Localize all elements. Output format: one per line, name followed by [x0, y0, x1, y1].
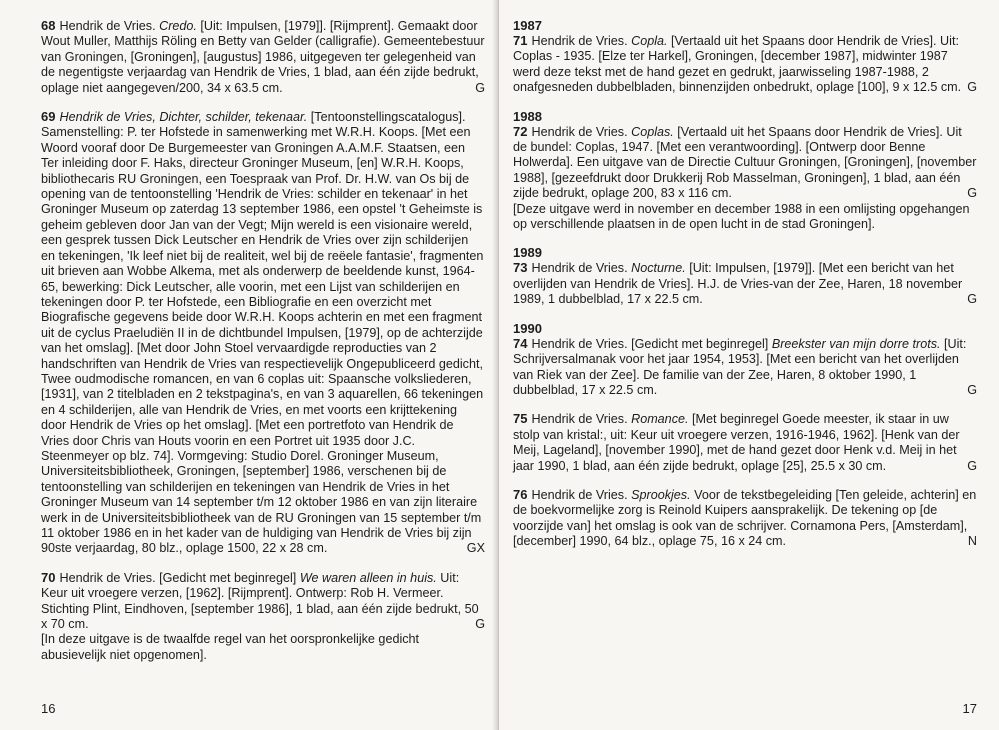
- collection-code: G: [967, 186, 977, 201]
- collection-code: N: [967, 534, 977, 549]
- entry-75: [513, 411, 977, 474]
- entry-text-pre: Hendrik de Vries.: [531, 34, 632, 48]
- year-heading: 1988: [513, 108, 542, 124]
- entry-number: 69: [41, 109, 56, 125]
- entry-text-pre: Hendrik de Vries. [Gedicht met beginregel]: [531, 336, 772, 351]
- entry-title: Romance.: [631, 412, 689, 427]
- entry-title: Copla.: [631, 34, 668, 48]
- entry-69: [41, 109, 485, 557]
- entry-text-pre: Hendrik de Vries.: [531, 412, 632, 427]
- entry-number: 72: [513, 123, 528, 139]
- entry-number: 76: [513, 486, 528, 502]
- collection-code: G: [967, 382, 977, 397]
- entry-number: 74: [513, 335, 528, 351]
- entry-text: [Uit: Impulsen, [1979]]. [Rijmprent]. Gemaakt door Wout Muller, Matthijs Röling en Betty van Gelder (calligrafie). Gemeentebestuur van Groningen, [Groningen], [augustus] 1986, uitgegeven ter gelegenheid van de negentigste verjaardag van Hendrik de Vries, 1 blad, aan één zijde bedrukt, oplage niet aangegeven/200, 34 x 63.5 cm.: [41, 19, 485, 95]
- collection-code: G: [967, 458, 977, 473]
- entry-text: [Vertaald uit het Spaans door Hendrik de Vries]. Uit de bundel: Coplas, 1947. [Met een verantwoording]. [Ontwerp door Benne Holwerda]. Een uitgave van de Directie Cultuur Groningen, [Groningen], [november 1988], [gezeefdrukt door Drukkerij Rob Masselman, Groningen], 1 blad, aan één zijde bedrukt, oplage 200, 83 x 116 cm.: [513, 124, 977, 201]
- collection-code: G: [475, 617, 485, 632]
- collection-code: G: [967, 80, 977, 95]
- year-heading: 1989: [513, 245, 542, 261]
- left-page: [0, 0, 497, 730]
- entry-74: [513, 336, 977, 399]
- entry-text-pre: Hendrik de Vries.: [59, 19, 160, 33]
- year-heading: 1987: [513, 18, 542, 33]
- entry-number: 75: [513, 411, 528, 427]
- entry-title: Nocturne.: [631, 261, 686, 276]
- entry-text: [Uit: Schrijversalmanak voor het jaar 1954, 1953]. [Met een bericht van het overlijden van Riek van der Zee]. De familie van der Zee, Haren, 8 oktober 1990, 1 dubbelblad, 17 x 22.5 cm.: [513, 336, 967, 397]
- page-number: 17: [962, 701, 977, 716]
- collection-code: G: [967, 292, 977, 307]
- entry-number: 70: [41, 569, 56, 585]
- entry-title: Hendrik de Vries, Dichter, schilder, tekenaar.: [59, 110, 308, 125]
- entry-text-pre: Hendrik de Vries.: [531, 487, 632, 502]
- entry-text: [Tentoonstellingscatalogus]. Samenstelling: P. ter Hofstede in samenwerking met W.R.H. Koops. [Met een Woord vooraf door De Burgemeester van Groningen A.A.M.F. Staatsen, een Ter inleiding door F. Haks, directeur Groninger Museum, [en] W.R.H. Koops, bibliothecaris RU Groningen, een Toespraak van Prof. Dr. H.W. van Os bij de opening van de tentoonstelling 'Hendrik de Vries: schilder en tekenaar' in het Groninger Museum op zaterdag 13 september 1986, een opstel 't Geheimste is geheim gebleven door Jan van der Vegt; Mijn wereld is een visionaire wereld, een gesprek tussen Dick Leutscher en Hendrik de Vries over zijn schilderijen en tekeningen, 'Ik leef niet bij de realiteit, wel bij de reëele fantasie', fragmenten uit brieven aan Wobbe Alkema, met als onderwerp de beeldende kunst, 1964-65, bewerking: Dick Leutscher, alle voorin, met een Lijst van schilderijen en tekeningen door P. ter Hofstede, een Bibliografie en een overzicht met Biografische gegevens beide door W.R.H. Koops achterin en met een fragment uit de cyclus Praeludiën II in de dichtbundel Impulsen, [1979], op de achterzijde van het omslag]. [Met door John Stoel vervaardigde reproducties van 2 handschriften van Hendrik de Vries van respectievelijk Ongepubliceerd gedicht, Twee oudmodische romancen, en van 6 coplas uit: Spaansche volksliederen, [1931], van 2 titelbladen en 2 tekstpagina's, en van 3 aquarellen, 66 tekeningen en 4 schilderijen, alle van Hendrik de Vries, en met voorts een krijttekening door Hendrik de Vries op het omslag]. [Met een portretfoto van Hendrik de Vries door Chris van Houts voorin en een Portret uit 1935 door J.C. Steenmeyer op blz. 74]. Vormgeving: Studio Dorel. Groninger Museum, Universiteitsbibliotheek, Groningen, [september] 1986, verschenen bij de tentoonstelling van schilderijen en tekeningen van Hendrik de Vries in het Groninger Museum van 14 september t/m 12 oktober 1986 en van zijn literaire werk in de Universiteitsbibliotheek van de RU Groningen van 15 september t/m 11 oktober 1986 en in het kader van de huldiging van Hendrik de Vries bij zijn 90ste verjaardag, 80 blz., oplage 1500, 22 x 28 cm.: [41, 110, 484, 556]
- entry-title: Breekster van mijn dorre trots.: [771, 336, 941, 351]
- entry-text: [Uit: Impulsen, [1979]]. [Met een bericht van het overlijden van Hendrik de Vries]. H.J. de Vries-van der Zee, Haren, 18 november 1989, 1 dubbelblad, 17 x 22.5 cm.: [513, 261, 963, 307]
- entry-note: [In deze uitgave is de twaalfde regel van het oorspronkelijke gedicht abusievelijk niet opgenomen].: [41, 632, 420, 662]
- entry-number: 71: [513, 33, 528, 48]
- entry-73: [513, 260, 977, 307]
- entry-70: [41, 570, 485, 663]
- entry-68: [41, 18, 485, 96]
- entry-note: [Deze uitgave werd in november en december 1988 in een omlijsting opgehangen op verschillende plaatsen in de open lucht in de stad Groningen].: [513, 201, 970, 232]
- entry-number: 68: [41, 18, 56, 33]
- collection-code: G: [475, 80, 485, 95]
- entry-title: Sprookjes.: [631, 487, 691, 502]
- entry-76: [513, 487, 977, 550]
- collection-code: GX: [466, 541, 485, 556]
- entry-text: Uit: Keur uit vroegere verzen, [1962]. [Rijmprent]. Ontwerp: Rob H. Vermeer. Stichting Plint, Eindhoven, [september 1986], 1 blad, aan één zijde bedrukt, 50 x 70 cm.: [41, 570, 479, 632]
- entry-text: [Vertaald uit het Spaans door Hendrik de Vries]. Uit: Coplas - 1935. [Elze ter Harkel], Groningen, [december 1987], midwinter 1987 werd deze tekst met de hand gezet en gedrukt, jaarwisseling 1987-1988, 2 onafgesneden dubbelbladen, binnenzijden onbedrukt, oplage [100], 9 x 12.5 cm.: [513, 34, 962, 95]
- entry-71: [513, 33, 977, 96]
- entry-72: [513, 124, 977, 233]
- entry-title: Credo.: [159, 19, 197, 33]
- year-heading: 1990: [513, 320, 542, 336]
- entry-text-pre: Hendrik de Vries.: [531, 124, 632, 139]
- entry-text-pre: Hendrik de Vries. [Gedicht met beginregel]: [59, 570, 300, 585]
- page-number: 16: [41, 701, 56, 716]
- right-page: [499, 0, 999, 730]
- entry-title: We waren alleen in huis.: [299, 570, 437, 585]
- entry-text: [Met beginregel Goede meester, ik staar in uw stolp van kristal:, uit: Keur uit vroegere verzen, 1916-1946, 1962]. [Henk van der Meij, Lageland], [november 1990], met de hand gezet door Henk v.d. Meij in het jaar 1990, 1 blad, aan één zijde bedrukt, oplage [25], 25.5 x 30 cm.: [513, 412, 960, 473]
- entry-title: Coplas.: [631, 124, 674, 139]
- entry-number: 73: [513, 260, 528, 276]
- entry-text: Voor de tekstbegeleiding [Ten geleide, achterin] en de boekvormelijke zorg is Reinold Kuipers aansprakelijk. De tekening op [de voorzijde van] het omslag is ook van de schrijver. Cornamona Pers, [Amsterdam], [december] 1990, 64 blz., oplage 75, 16 x 24 cm.: [513, 487, 977, 549]
- entry-text-pre: Hendrik de Vries.: [531, 261, 632, 276]
